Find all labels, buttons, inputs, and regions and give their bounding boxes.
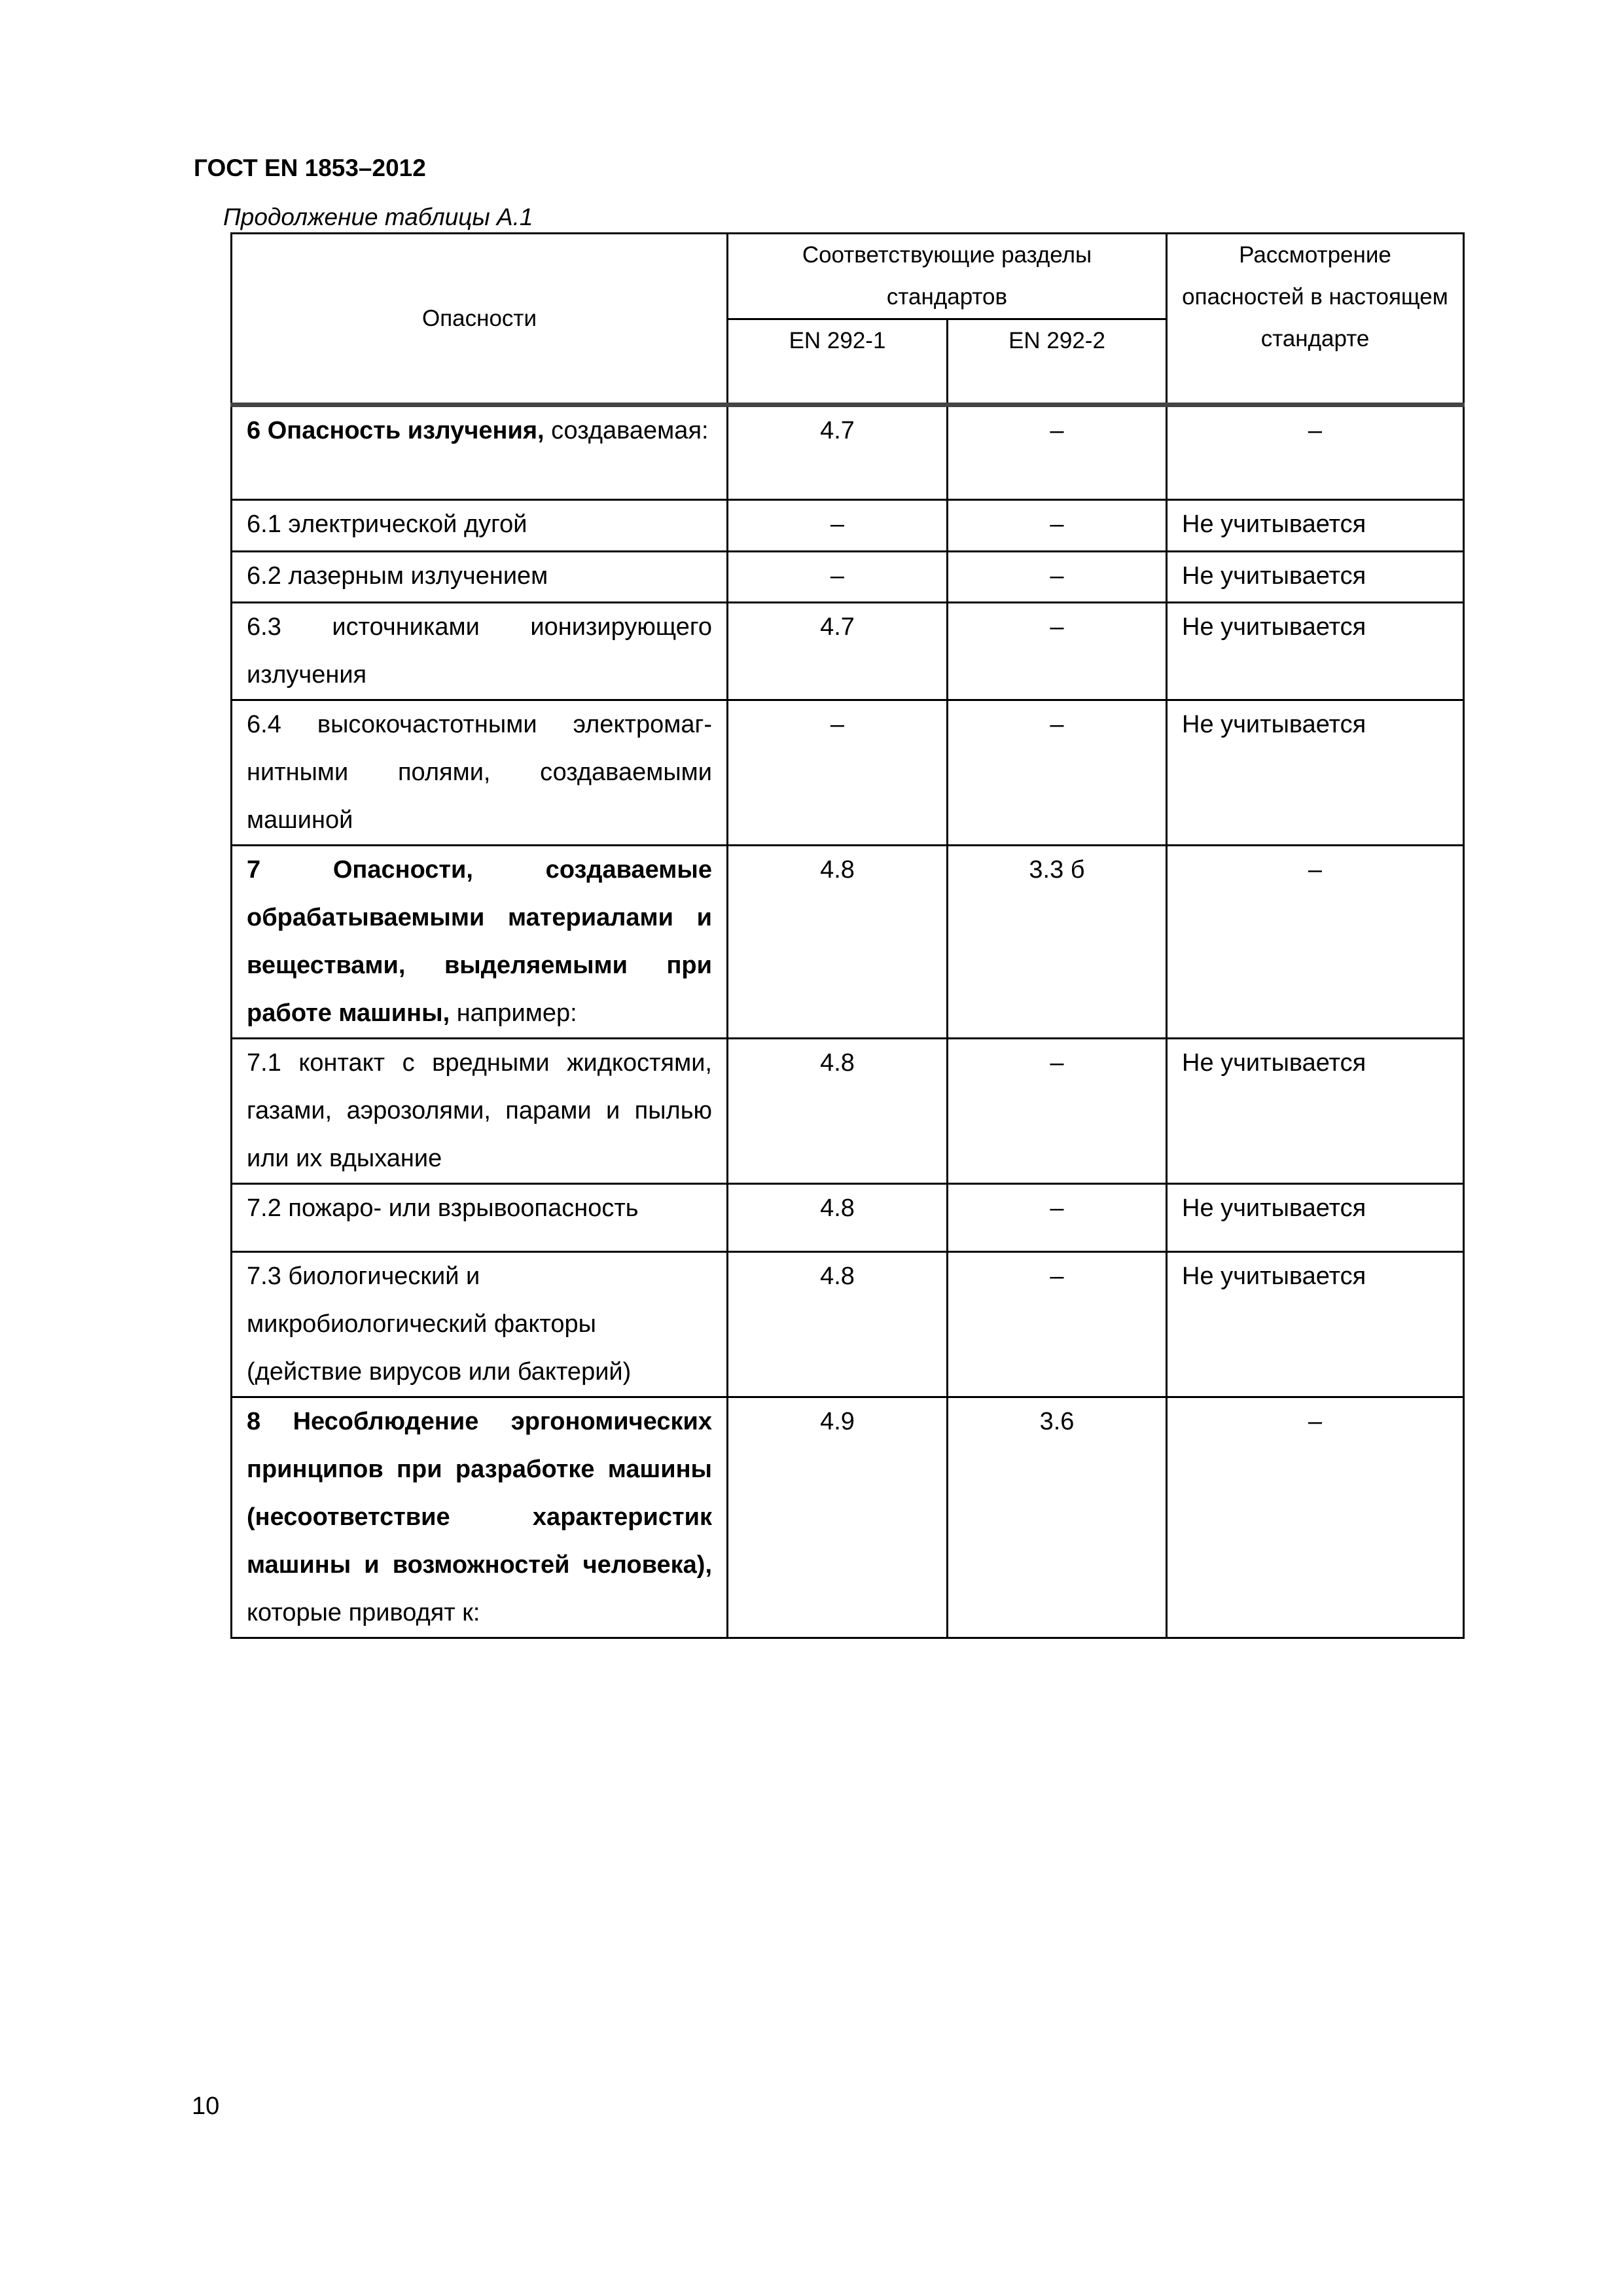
hazard-cell [232, 846, 728, 1039]
hazard-cell [232, 405, 728, 500]
consideration-cell: Не учитывается [1167, 552, 1464, 603]
table-row [232, 1039, 1464, 1184]
consideration-cell: – [1167, 1397, 1464, 1638]
en292-2-cell: – [948, 603, 1167, 700]
table-row [232, 552, 1464, 603]
hazard-text: создаваемая: [551, 417, 709, 444]
hazard-cell [232, 552, 728, 603]
hazard-bold: 6 Опасность излучения, [247, 417, 544, 444]
en292-2-cell: – [948, 1252, 1167, 1397]
table-row [232, 405, 1464, 500]
consideration-cell: Не учитывается [1167, 500, 1464, 552]
hazard-text: которые приводят к: [247, 1599, 480, 1626]
header-row-1 [232, 234, 1464, 319]
header-en292-1: EN 292-1 [728, 319, 948, 405]
hazard-cell [232, 1397, 728, 1638]
table-caption: Продолжение таблицы А.1 [223, 204, 533, 230]
table-row [232, 846, 1464, 1039]
en292-1-cell: 4.7 [728, 405, 948, 500]
table-row [232, 700, 1464, 846]
table-row [232, 1397, 1464, 1638]
en292-1-cell: 4.8 [728, 1184, 948, 1252]
en292-1-cell: – [728, 500, 948, 552]
hazard-bold: 7 Опасности, создаваемые обрабатываемыми материалами и веществами, выделяемыми при работе машины, [247, 856, 712, 1027]
table-row [232, 500, 1464, 552]
en292-2-cell: – [948, 405, 1167, 500]
en292-2-cell: – [948, 1184, 1167, 1252]
hazard-text: 6.1 электрической дугой [247, 511, 527, 538]
hazard-text: 7.3 биологический и микробиологический факторы (действие вирусов или бактерий) [247, 1263, 632, 1386]
header-sections-group: Соответствующие разделы стандартов [728, 234, 1167, 319]
consideration-cell: Не учитывается [1167, 1252, 1464, 1397]
hazard-text: 6.2 лазерным излучением [247, 562, 548, 590]
en292-2-cell: – [948, 700, 1167, 846]
consideration-cell: Не учитывается [1167, 603, 1464, 700]
hazard-cell [232, 500, 728, 552]
en292-2-cell: 3.6 [948, 1397, 1167, 1638]
en292-1-cell: 4.8 [728, 1039, 948, 1184]
en292-1-cell: – [728, 700, 948, 846]
table-row [232, 603, 1464, 700]
en292-1-cell: 4.7 [728, 603, 948, 700]
en292-1-cell: 4.8 [728, 1252, 948, 1397]
hazard-text: 6.4 высокочастотными электромаг-нитными полями, создаваемыми машиной [247, 711, 712, 834]
en292-2-cell: – [948, 1039, 1167, 1184]
en292-1-cell: 4.8 [728, 846, 948, 1039]
consideration-cell: Не учитывается [1167, 700, 1464, 846]
hazard-cell [232, 1184, 728, 1252]
consideration-cell: Не учитывается [1167, 1184, 1464, 1252]
header-en292-2: EN 292-2 [948, 319, 1167, 405]
hazard-text: 6.3 источниками ионизирующего излучения [247, 613, 712, 689]
hazard-text: например: [456, 999, 577, 1027]
hazard-cell [232, 603, 728, 700]
en292-2-cell: 3.3 б [948, 846, 1167, 1039]
consideration-cell: Не учитывается [1167, 1039, 1464, 1184]
document-header: ГОСТ EN 1853–2012 [194, 154, 426, 181]
en292-2-cell: – [948, 500, 1167, 552]
hazard-text: 7.1 контакт с вредными жидкостями, газами, аэрозолями, парами и пылью или их вдыхание [247, 1049, 712, 1172]
table-row [232, 1184, 1464, 1252]
hazard-text: 7.2 пожаро- или взрывоопасность [247, 1194, 639, 1222]
en292-1-cell: 4.9 [728, 1397, 948, 1638]
table-row [232, 1252, 1464, 1397]
header-consideration: Рассмотрение опасностей в настоящем стандарте [1167, 234, 1464, 405]
page-number: 10 [192, 2092, 220, 2120]
hazard-cell [232, 1252, 728, 1397]
consideration-cell: – [1167, 846, 1464, 1039]
hazard-cell [232, 700, 728, 846]
consideration-cell: – [1167, 405, 1464, 500]
header-hazards: Опасности [232, 234, 728, 405]
hazard-bold: 8 Несоблюдение эргономических принципов при разработке машины (несоответствие характеристик машины и возможностей человека), [247, 1408, 712, 1579]
hazards-table [230, 232, 1465, 1639]
en292-1-cell: – [728, 552, 948, 603]
en292-2-cell: – [948, 552, 1167, 603]
hazard-cell [232, 1039, 728, 1184]
